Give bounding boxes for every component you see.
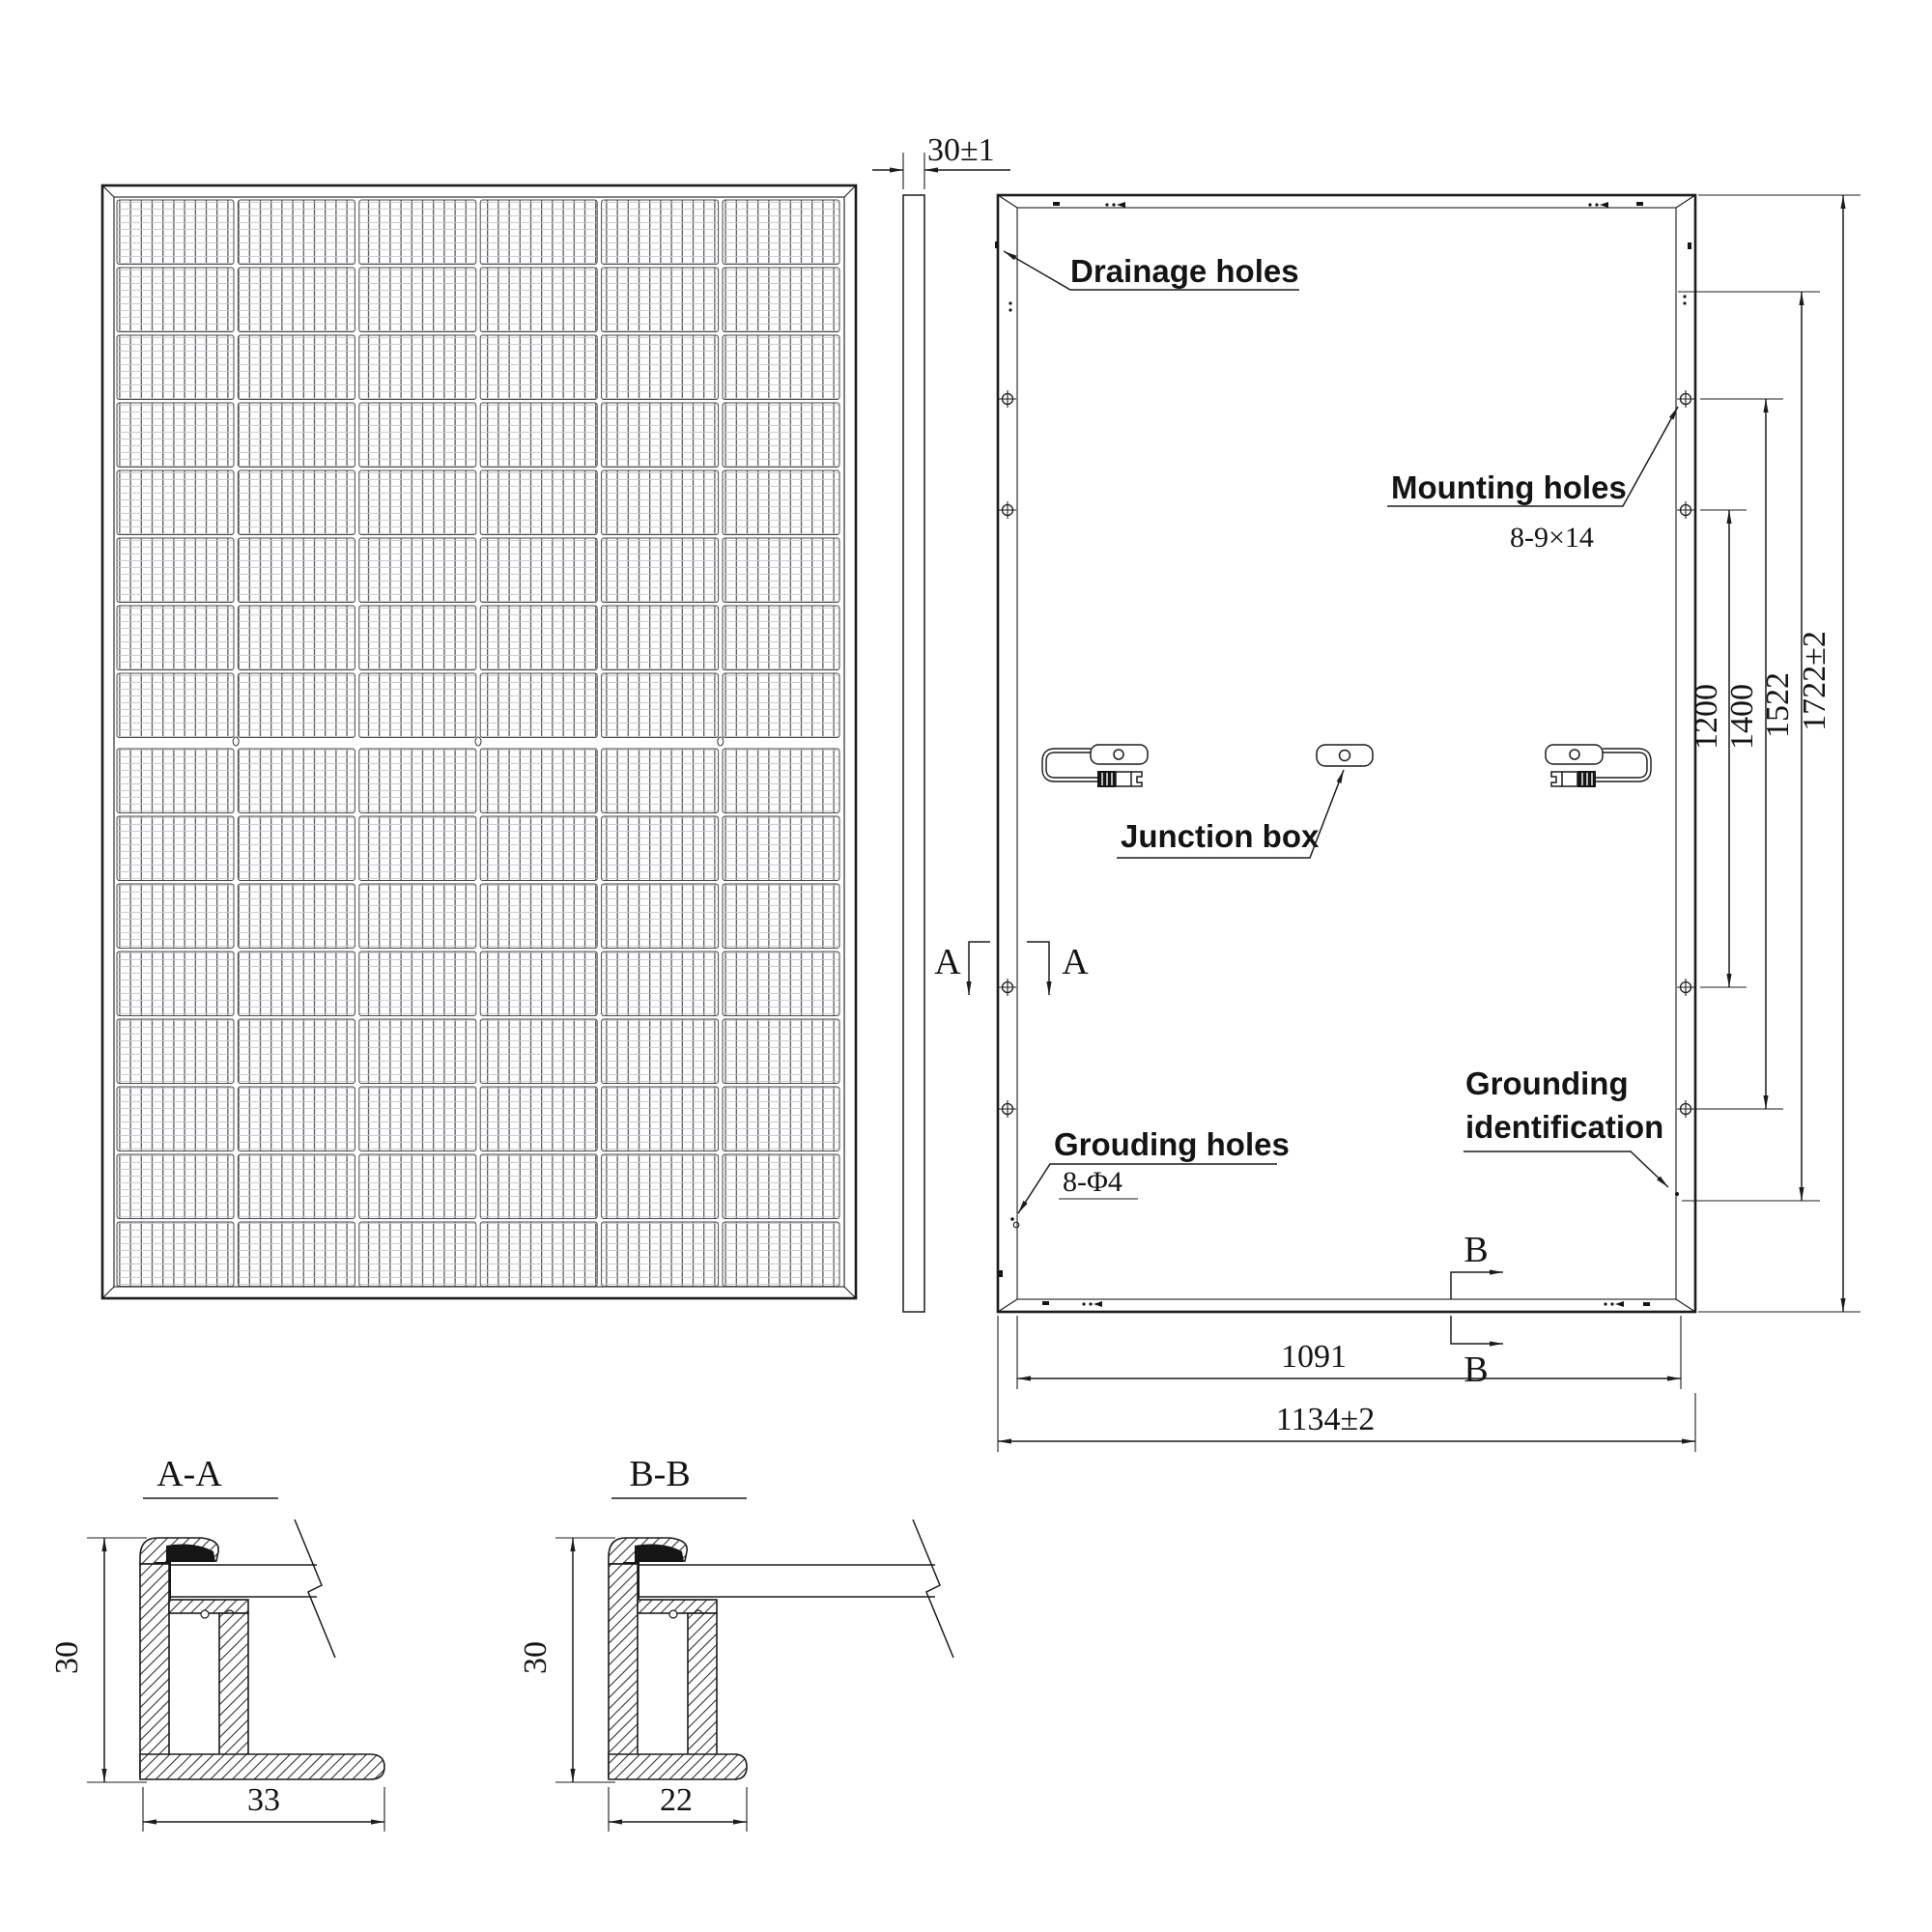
thickness-dim-text: 30±1 — [927, 132, 995, 168]
solar-cell — [480, 335, 597, 400]
solar-cell — [117, 749, 234, 813]
mounting-holes-label: Mounting holes — [1391, 469, 1627, 505]
break-symbol — [913, 1520, 953, 1658]
frame-wall — [140, 1564, 169, 1777]
horizontal-dimensions — [998, 1316, 1695, 1452]
dim-1091: 1091 — [1281, 1339, 1347, 1375]
solar-cell — [359, 816, 476, 881]
solar-cell — [602, 403, 719, 468]
solar-cell — [117, 1019, 234, 1084]
section-letter-a: A — [934, 942, 961, 982]
solar-cell — [238, 749, 355, 813]
section-aa-width-dim: 33 — [247, 1782, 280, 1818]
solar-cell — [480, 673, 597, 738]
side-profile — [903, 195, 924, 1312]
solar-cell — [359, 1154, 476, 1219]
solar-cell — [117, 884, 234, 949]
solar-cell — [602, 673, 719, 738]
section-letter-a: A — [1062, 942, 1089, 982]
grounding-hole-icon — [1010, 1217, 1014, 1221]
drainage-holes-label: Drainage holes — [1070, 253, 1299, 289]
vertical-dimensions — [1678, 195, 1861, 1312]
drainage-hole-icon — [995, 242, 999, 248]
junction-box-label: Junction box — [1121, 818, 1320, 854]
section-aa — [49, 1454, 384, 1832]
dim-1400: 1400 — [1724, 684, 1760, 750]
solar-cell — [723, 1154, 839, 1219]
frame-wall — [609, 1564, 638, 1777]
solar-cell — [480, 816, 597, 881]
solar-cell — [238, 538, 355, 603]
section-bb-title: B-B — [629, 1454, 691, 1494]
solar-cell — [723, 606, 839, 670]
mounting-hole-icon — [1677, 979, 1694, 996]
solar-cell — [117, 952, 234, 1016]
solar-cell — [117, 1154, 234, 1219]
solar-cell — [238, 268, 355, 332]
mounting-hole-icon — [999, 501, 1016, 519]
solar-cell — [238, 335, 355, 400]
dim-1522: 1522 — [1760, 672, 1796, 738]
cable-icon — [1044, 751, 1097, 780]
frame-flange — [140, 1754, 384, 1779]
mounting-hole-icon — [1677, 501, 1694, 519]
solar-cell — [602, 816, 719, 881]
annotations — [1004, 251, 1679, 1228]
solar-cell — [723, 952, 839, 1016]
section-bb — [518, 1454, 953, 1832]
solar-cell — [359, 538, 476, 603]
solar-cell — [238, 403, 355, 468]
frame-inner-wall — [219, 1613, 248, 1756]
solar-cell — [480, 884, 597, 949]
grounding-id-label-line2: identification — [1465, 1109, 1664, 1145]
solar-cell — [238, 1154, 355, 1219]
solar-cell — [480, 1154, 597, 1219]
solar-cell — [238, 673, 355, 738]
solar-cell — [602, 1222, 719, 1287]
solar-cell — [480, 470, 597, 535]
solar-cell — [602, 1019, 719, 1084]
dim-1200: 1200 — [1689, 684, 1724, 750]
solar-cell — [602, 470, 719, 535]
solar-cell — [602, 749, 719, 813]
dim-1722: 1722±2 — [1797, 631, 1833, 731]
dim-1134: 1134±2 — [1275, 1402, 1376, 1437]
solar-cell — [723, 335, 839, 400]
solar-cell — [723, 673, 839, 738]
mounting-hole-icon — [999, 1100, 1016, 1118]
solar-cell — [723, 884, 839, 949]
junction-box-icon — [1091, 745, 1148, 764]
solar-cell — [602, 952, 719, 1016]
solar-cell — [238, 1222, 355, 1287]
solar-cell — [602, 268, 719, 332]
solar-cell — [602, 1087, 719, 1151]
solar-cell — [480, 403, 597, 468]
section-aa-height-dim: 30 — [49, 1641, 85, 1674]
cell-gap-joint-icon — [475, 737, 481, 746]
solar-cell — [359, 335, 476, 400]
junction-box-center — [1317, 745, 1373, 766]
solar-cell — [117, 335, 234, 400]
junction-box-left — [1044, 745, 1148, 787]
solar-cell — [359, 1019, 476, 1084]
solar-cell — [602, 538, 719, 603]
thickness-dimension — [872, 132, 1010, 189]
solar-cell — [602, 200, 719, 265]
cell-gap-joint-icon — [233, 737, 239, 746]
solar-cell — [238, 884, 355, 949]
solar-cell — [117, 1087, 234, 1151]
front-view — [102, 185, 856, 1298]
solar-cell — [723, 200, 839, 265]
solar-cell — [238, 200, 355, 265]
cell-gap-joint-icon — [718, 737, 724, 746]
solar-cell — [117, 673, 234, 738]
mounting-holes-spec: 8-9×14 — [1510, 522, 1594, 554]
solar-cell — [117, 538, 234, 603]
section-aa-title: A-A — [156, 1454, 222, 1494]
grounding-holes-label: Grouding holes — [1054, 1126, 1290, 1162]
solar-cell — [359, 403, 476, 468]
solar-cell — [723, 1087, 839, 1151]
solar-cell — [117, 816, 234, 881]
solar-cell — [359, 1087, 476, 1151]
solar-cell — [723, 470, 839, 535]
section-marker-b — [1451, 1230, 1503, 1390]
solar-cell — [238, 1087, 355, 1151]
mounting-hole-icon — [999, 979, 1016, 996]
solar-cell — [602, 1154, 719, 1219]
solar-cell — [117, 606, 234, 670]
section-bb-width-dim: 22 — [660, 1782, 693, 1818]
cable-icon — [1596, 751, 1649, 780]
side-view — [872, 132, 1010, 1312]
solar-cell — [480, 268, 597, 332]
grounding-identification-mark — [1675, 1192, 1679, 1196]
solar-cell — [359, 952, 476, 1016]
solar-cell — [117, 403, 234, 468]
solar-cell — [723, 749, 839, 813]
solar-cell — [117, 268, 234, 332]
frame-flange — [609, 1754, 747, 1779]
break-symbol — [295, 1520, 335, 1658]
section-letter-b: B — [1463, 1230, 1489, 1270]
solar-cell — [359, 268, 476, 332]
solar-cell — [723, 268, 839, 332]
solar-cell — [359, 200, 476, 265]
solar-cell — [480, 749, 597, 813]
solar-cell — [117, 1222, 234, 1287]
solar-cell — [117, 470, 234, 535]
mounting-hole-icon — [999, 390, 1016, 408]
solar-cell — [359, 1222, 476, 1287]
solar-cell — [480, 200, 597, 265]
back-view — [934, 195, 1861, 1452]
junction-box-icon — [1317, 745, 1373, 766]
solar-cell — [602, 606, 719, 670]
junction-box-right — [1546, 745, 1649, 787]
solar-cell — [480, 606, 597, 670]
solar-cell — [238, 470, 355, 535]
solar-cell — [359, 470, 476, 535]
solar-cell — [723, 403, 839, 468]
frame-inner-wall — [688, 1613, 717, 1756]
solar-cell — [238, 1019, 355, 1084]
section-letter-b: B — [1463, 1350, 1489, 1390]
solar-cell — [359, 884, 476, 949]
solar-cell — [723, 1222, 839, 1287]
half-cell-gap-joints — [233, 737, 724, 746]
junction-box-icon — [1546, 745, 1603, 764]
solar-cell — [480, 1019, 597, 1084]
solar-cell — [602, 884, 719, 949]
solar-cell — [723, 1019, 839, 1084]
solar-cell — [480, 952, 597, 1016]
drainage-hole-icon — [1688, 242, 1691, 249]
solar-cell — [480, 538, 597, 603]
solar-cell — [359, 606, 476, 670]
section-bb-height-dim: 30 — [518, 1641, 554, 1674]
solar-cell — [238, 816, 355, 881]
solar-cell — [480, 1087, 597, 1151]
solar-cell — [480, 1222, 597, 1287]
grounding-holes-spec: 8-Φ4 — [1063, 1166, 1122, 1198]
mounting-hole-icon — [1677, 390, 1694, 408]
grounding-id-label-line1: Grounding — [1465, 1065, 1629, 1101]
solar-cell — [359, 749, 476, 813]
solar-cell — [723, 816, 839, 881]
solar-cell — [238, 952, 355, 1016]
solar-cell — [117, 200, 234, 265]
solar-cell — [723, 538, 839, 603]
solar-cell — [359, 673, 476, 738]
solar-cell — [602, 335, 719, 400]
solar-cell — [238, 606, 355, 670]
